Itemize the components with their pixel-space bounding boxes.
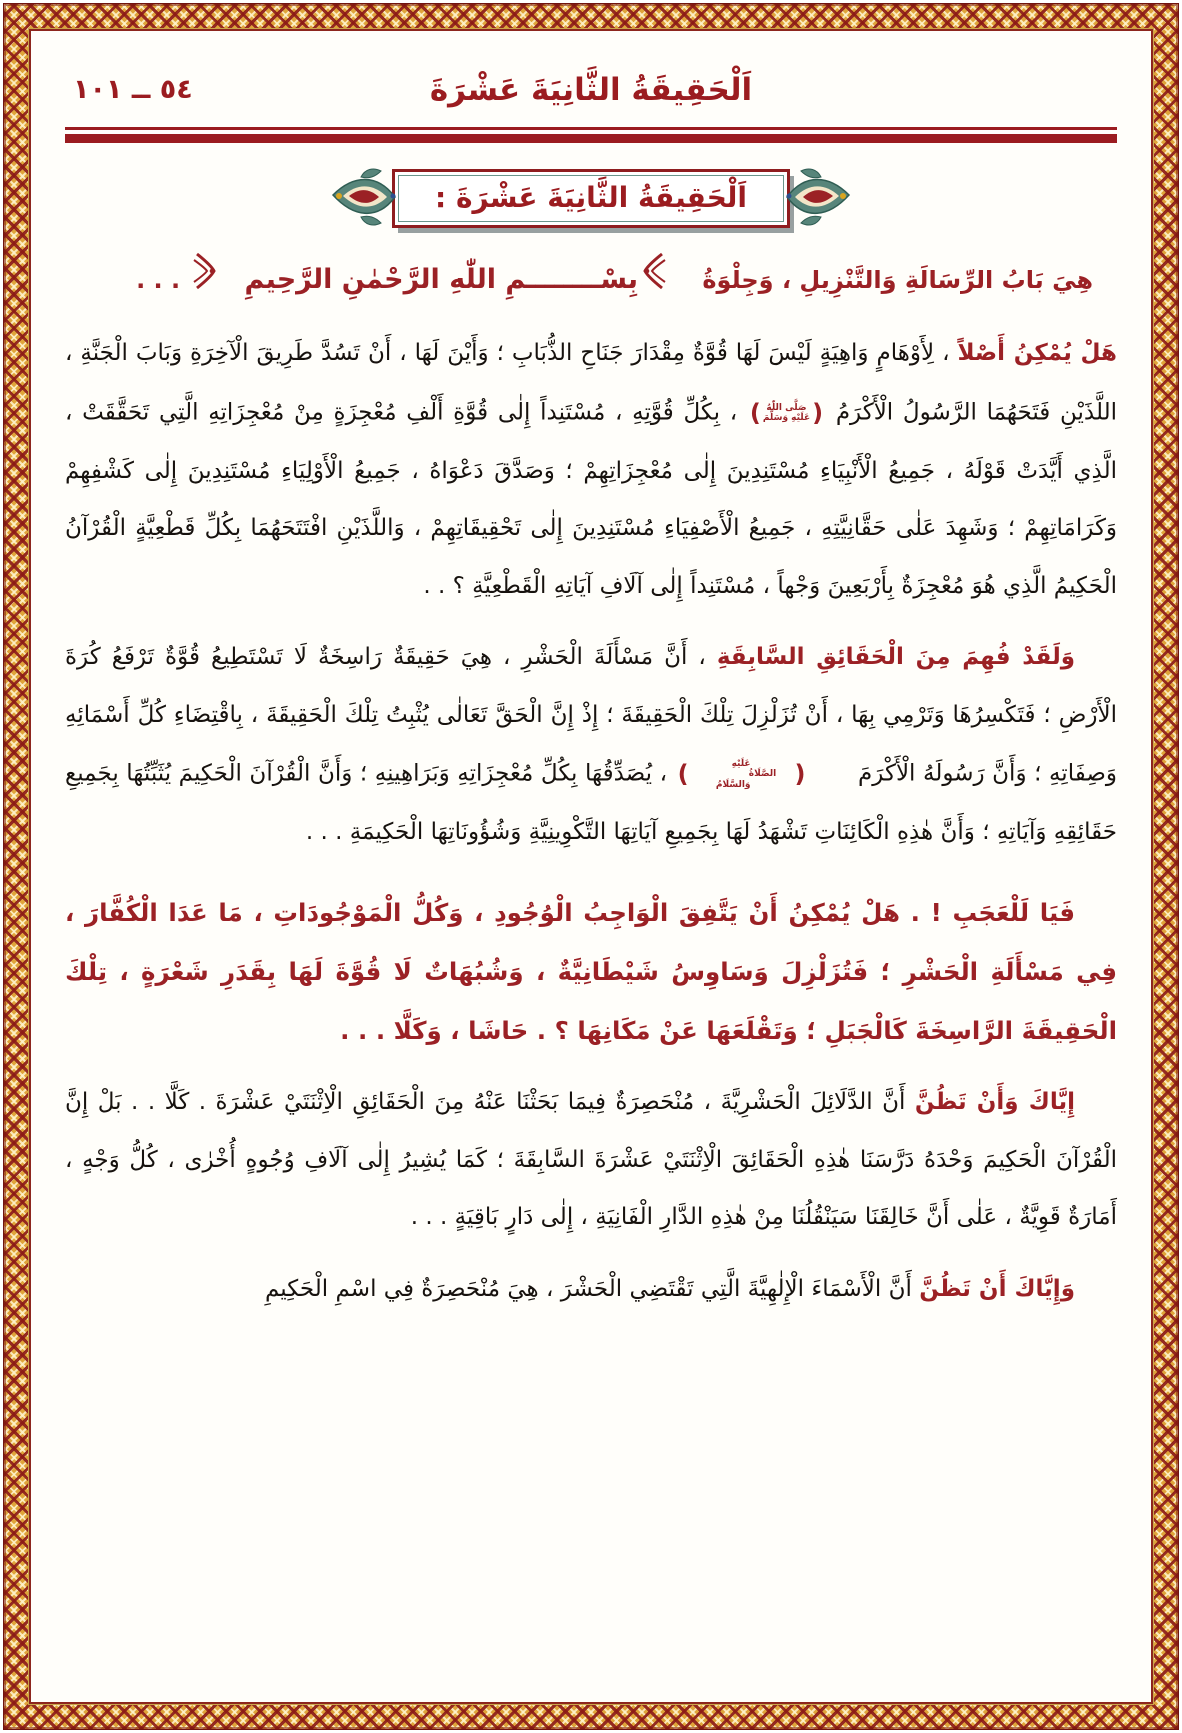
floral-flourish-icon <box>331 165 401 233</box>
honorific-stamp: ( عَلَيْهِ الصَّلَاةُ وَالسَّلَامُ ) <box>677 758 806 790</box>
text-segment-black: أَنَّ الدَّلَائِلَ الْحَشْرِيَّةَ ، مُنْحَصِرَةٌ فِيمَا بَحَثْنَا عَنْهُ مِنَ الْحَقَائِقِ الْاِثْنَتَيْ عَشْرَةَ . كَلَّا . . بَلْ إِنَّ الْقُرْآنَ الْحَكِيمَ وَحْدَهُ دَرَّسَنَا هٰذِهِ الْحَقَائِقَ الْاِثْنَتَيْ عَشْرَةَ السَّابِقَةَ ؛ كَمَا يُشِيرُ إِلٰى آلَافِ وُجُوهٍ أُخْرٰى ، كُلُّ وَجْهٍ ، أَمَارَةٌ قَوِيَّةٌ ، عَلٰى أَنَّ خَالِقَنَا سَيَنْقُلُنَا مِنْ هٰذِهِ الدَّارِ الْفَانِيَةِ ، إِلٰى دَارٍ بَاقِيَةٍ . . . <box>65 1089 1117 1231</box>
section-title-box <box>392 169 790 228</box>
paragraph <box>65 325 1117 615</box>
text-segment-red: فَيَا لَلْعَجَبِ ! . هَلْ يُمْكِنُ أَنْ يَتَّفِقَ الْوَاجِبُ الْوُجُودِ ، وَكُلُّ الْمَوْجُودَاتِ ، مَا عَدَا الْكُفَّارَ ، فِي مَسْأَلَةِ الْحَشْرِ ؛ فَتُزَلْزِلَ وَسَاوِسُ شَيْطَانِيَّةٌ ، وَشُبُهَاتٌ لَا قُوَّةَ لَهَا بِقَدَرِ شَعْرَةٍ ، تِلْكَ الْحَقِيقَةَ الرَّاسِخَةَ كَالْجَبَلِ ؛ وَتَقْلَعَهَا عَنْ مَكَانِهَا ؟ . حَاشَا ، وَكَلَّا . . . <box>65 897 1117 1045</box>
honorific-stamp: ( صَلَّى اللّٰهُ عَلَيْهِ وَسَلَّمَ ) <box>749 398 824 427</box>
divider-thin-rule <box>65 127 1117 130</box>
paragraph <box>65 884 1117 1060</box>
text-segment-red: هَلْ يُمْكِنُ أَصْلاً <box>957 340 1117 367</box>
body-text <box>65 248 1117 1318</box>
header-divider <box>65 127 1117 143</box>
text-segment-black: ، لِأَوْهَامٍ وَاهِيَةٍ لَيْسَ لَهَا قُوَّةٌ مِقْدَارَ جَنَاحِ الذُّبَابِ ؛ وَأَيْنَ لَهَا ، أَنْ تَسُدَّ طَرِيقَ الْآخِرَةِ وَبَابَ الْجَنَّةِ ، اللَّذَيْنِ فَتَحَهُمَا الرَّسُولُ الْأَكْرَمُ <box>65 340 1117 426</box>
page-content <box>31 31 1151 1702</box>
text-segment-red: هِيَ بَابُ الرِّسَالَةِ وَالتَّنْزِيلِ ، وَجِلْوَةُ <box>694 266 1093 294</box>
basmala-text: بِسْــــــــمِ اللّٰهِ الرَّحْمٰنِ الرَّحِيمِ <box>244 264 638 295</box>
text-segment-black: ، يُصَدِّقُهَا بِكُلِّ مُعْجِزَاتِهِ وَبَرَاهِينِهِ ؛ وَأَنَّ الْقُرْآنَ الْحَكِيمَ يُثَبِّتُهَا بِجَمِيعِ حَقَائِقِهِ وَآيَاتِهِ ؛ وَأَنَّ هٰذِهِ الْكَائِنَاتِ تَشْهَدُ لَهَا بِجَمِيعِ آيَاتِهَا التَّكْوِينِيَّةِ وَشُؤُونَاتِهَا الْحَكِيمَةِ . . . <box>65 760 1117 846</box>
text-segment-red: وَلَقَدْ فُهِمَ مِنَ الْحَقَائِقِ السَّابِقَةِ <box>716 644 1075 671</box>
paragraph <box>65 629 1117 862</box>
section-title-row <box>65 169 1117 228</box>
page-number: ٥٤ ــ ١٠١ <box>73 74 193 105</box>
subtitle-line <box>65 248 1117 311</box>
ornate-bracket-open-icon <box>642 251 690 311</box>
paragraph <box>65 1074 1117 1247</box>
page-body <box>29 29 1153 1704</box>
page-title: اَلْحَقِيقَةُ الثَّانِيَةَ عَشْرَةَ <box>429 72 753 108</box>
page-header <box>65 61 1117 119</box>
ornate-bracket-close-icon <box>193 251 241 311</box>
text-segment-black: أَنَّ الْأَسْمَاءَ الْإِلٰهِيَّةَ الَّتِي تَقْتَضِي الْحَشْرَ ، هِيَ مُنْحَصِرَةٌ فِي اسْمِ الْحَكِيمِ <box>264 1275 920 1302</box>
text-segment-black: ، أَنَّ مَسْأَلَةَ الْحَشْرِ ، هِيَ حَقِيقَةٌ رَاسِخَةٌ لَا تَسْتَطِيعُ قُوَّةٌ تَرْفَعُ كُرَةَ الْأَرْضِ ؛ فَتَكْسِرُهَا وَتَرْمِي بِهَا ، أَنْ تُزَلْزِلَ تِلْكَ الْحَقِيقَةَ ؛ إِذْ إِنَّ الْحَقَّ تَعَالٰى يُثْبِتُ تِلْكَ الْحَقِيقَةَ ، بِاقْتِضَاءِ كُلِّ أَسْمَائِهِ وَصِفَاتِهِ ؛ وَأَنَّ رَسُولَهُ الْأَكْرَمَ <box>65 644 1117 787</box>
text-segment-black: ، بِكُلِّ قُوَّتِهِ ، مُسْتَنِداً إِلٰى قُوَّةِ أَلْفِ مُعْجِزَةٍ مِنْ مُعْجِزَاتِهِ الَّتِي تَحَقَّقَتْ ، الَّذِي أَيَّدَتْ قَوْلَهُ ، جَمِيعُ الْأَنْبِيَاءِ مُسْتَنِدِينَ إِلٰى مُعْجِزَاتِهِمْ ؛ وَصَدَّقَ دَعْوَاهُ ، جَمِيعُ الْأَوْلِيَاءِ مُسْتَنِدِينَ إِلٰى كَشْفِهِمْ وَكَرَامَاتِهِمْ ؛ وَشَهِدَ عَلٰى حَقَّانِيَّتِهِ ، جَمِيعُ الْأَصْفِيَاءِ مُسْتَنِدِينَ إِلٰى تَحْقِيقَاتِهِمْ ، وَاللَّذَيْنِ افْتَتَحَهُمَا بِكُلِّ قَطْعِيَّةٍ الْقُرْآنُ الْحَكِيمُ الَّذِي هُوَ مُعْجِزَةٌ بِأَرْبَعِينَ وَجْهاً ، مُسْتَنِداً إِلٰى آلَافِ آيَاتِهِ الْقَطْعِيَّةِ ؟ . . <box>65 399 1117 599</box>
divider-thick-rule <box>65 134 1117 143</box>
text-segment-red: إِيَّاكَ وَأَنْ تَظُنَّ <box>914 1089 1075 1116</box>
section-title: اَلْحَقِيقَةُ الثَّانِيَةَ عَشْرَةَ : <box>435 181 747 214</box>
paragraph <box>65 1261 1117 1319</box>
text-segment-red: . . . <box>136 266 189 294</box>
floral-flourish-icon <box>781 165 851 233</box>
text-segment-red: وَإِيَّاكَ أَنْ تَظُنَّ <box>919 1275 1075 1302</box>
